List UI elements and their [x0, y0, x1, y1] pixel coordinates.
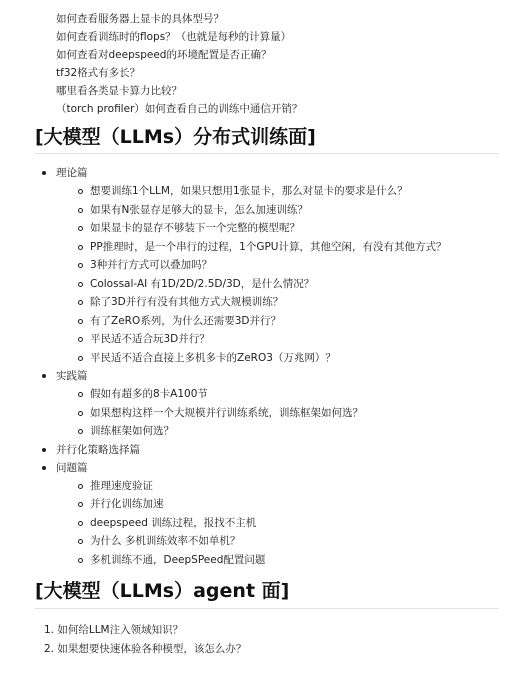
bullet-circle: [78, 226, 83, 231]
section-heading-distributed-training: [大模型（LLMs）分布式训练面]: [35, 126, 316, 148]
list-item-text: 并行化训练加速: [90, 498, 164, 510]
bullet-circle: [78, 392, 83, 397]
list-item: [78, 293, 447, 312]
list-item: [78, 182, 447, 201]
list-item: [78, 201, 447, 220]
list-item: [78, 551, 447, 570]
topic-group-label: 并行化策略选择篇: [56, 443, 140, 456]
bullet-circle: [78, 263, 83, 268]
list-item-text: 假如有超多的8卡A100节: [90, 388, 208, 400]
list-item-text: 为什么 多机训练效率不如单机？: [90, 535, 241, 547]
heading-divider: [35, 608, 499, 609]
topic-group-problems: [42, 459, 447, 570]
topic-group-label: 实践篇: [56, 370, 88, 382]
list-item-text: 如果想构这样一个大规模并行训练系统，训练框架如何选？: [90, 406, 363, 419]
list-item: [78, 385, 447, 404]
bullet-circle: [78, 411, 83, 416]
practice-question-list: [56, 385, 447, 441]
bullet-dot: [42, 466, 46, 470]
topic-group-theory: [42, 164, 447, 367]
bullet-circle: [78, 319, 83, 324]
bullet-circle: [78, 521, 83, 526]
bullet-circle: [78, 282, 83, 287]
list-item-text: 想要训练1个LLM，如果只想用1张显卡，那么对显卡的要求是什么？: [90, 185, 408, 197]
agent-question-list: [44, 621, 246, 659]
list-item: [78, 514, 447, 533]
list-item: [78, 349, 447, 368]
bullet-circle: [78, 245, 83, 250]
list-item-text: 多机训练不通，DeepSPeed配置问题: [90, 553, 266, 566]
list-item-text: PP推理时，是一个串行的过程，1个GPU计算，其他空闲，有没有其他方式？: [90, 240, 447, 253]
bullet-dot: [42, 374, 46, 378]
section-heading-agent: [大模型（LLMs）agent 面]: [35, 580, 290, 602]
list-item-text: Colossal-AI 有1D/2D/2.5D/3D，是什么情况？: [90, 277, 315, 290]
list-item: [78, 219, 447, 238]
list-item: [78, 275, 447, 294]
list-item-text: 除了3D并行有没有其他方式大规模训练？: [90, 296, 284, 308]
bullet-circle: [78, 356, 83, 361]
intro-question: （torch profiler）如何查看自己的训练中通信开销？: [56, 103, 303, 115]
intro-question-list: [56, 10, 302, 118]
bullet-circle: [78, 208, 83, 213]
list-item: [78, 256, 447, 275]
numbered-item: 2. 如果想要快速体验各种模型，该怎么办？: [44, 643, 247, 655]
topic-group-label: 问题篇: [56, 461, 88, 474]
list-item-text: deepspeed 训练过程，报找不主机: [90, 516, 257, 529]
bullet-circle: [78, 484, 83, 489]
list-item: [78, 477, 447, 496]
heading-divider: [35, 153, 499, 154]
list-item: [78, 495, 447, 514]
intro-question: 哪里看各类显卡算力比较？: [56, 85, 182, 97]
list-item-text: 训练框架如何选？: [90, 425, 174, 437]
list-item-text: 3种并行方式可以叠加吗？: [90, 259, 213, 271]
list-item: [78, 422, 447, 441]
list-item: [78, 330, 447, 349]
bullet-dot: [42, 171, 46, 175]
theory-question-list: [56, 182, 447, 367]
list-item-text: 推理速度验证: [90, 479, 153, 492]
bullet-dot: [42, 448, 46, 452]
list-item-text: 如果显卡的显存不够装下一个完整的模型呢？: [90, 222, 300, 234]
intro-question: tf32格式有多长？: [56, 67, 141, 79]
bullet-circle: [78, 558, 83, 563]
intro-question: 如何查看训练时的flops？（也就是每秒的计算量）: [56, 31, 292, 43]
list-item: [78, 404, 447, 423]
problem-question-list: [56, 477, 447, 570]
intro-question: 如何查看服务器上显卡的具体型号？: [56, 13, 224, 25]
bullet-circle: [78, 539, 83, 544]
list-item: [78, 312, 447, 331]
numbered-item: 1. 如何给LLM注入领域知识？: [44, 624, 184, 636]
list-item-text: 如果有N张显存足够大的显卡，怎么加速训练？: [90, 203, 308, 216]
bullet-circle: [78, 502, 83, 507]
distributed-training-topic-list: [42, 164, 447, 569]
intro-question: 如何查看对deepspeed的环境配置是否正确？: [56, 49, 272, 61]
topic-group-parallel-strategy: [42, 441, 447, 459]
list-item: [78, 532, 447, 551]
list-item-text: 有了ZeRO系列，为什么还需要3D并行？: [90, 314, 281, 327]
topic-group-label: 理论篇: [56, 167, 88, 179]
bullet-circle: [78, 429, 83, 434]
list-item-text: 平民适不适合直接上多机多卡的ZeRO3（万兆网）？: [90, 351, 336, 364]
bullet-circle: [78, 337, 83, 342]
list-item-text: 平民适不适合玩3D并行？: [90, 333, 210, 345]
bullet-circle: [78, 300, 83, 305]
bullet-circle: [78, 189, 83, 194]
topic-group-practice: [42, 367, 447, 441]
list-item: [78, 238, 447, 257]
